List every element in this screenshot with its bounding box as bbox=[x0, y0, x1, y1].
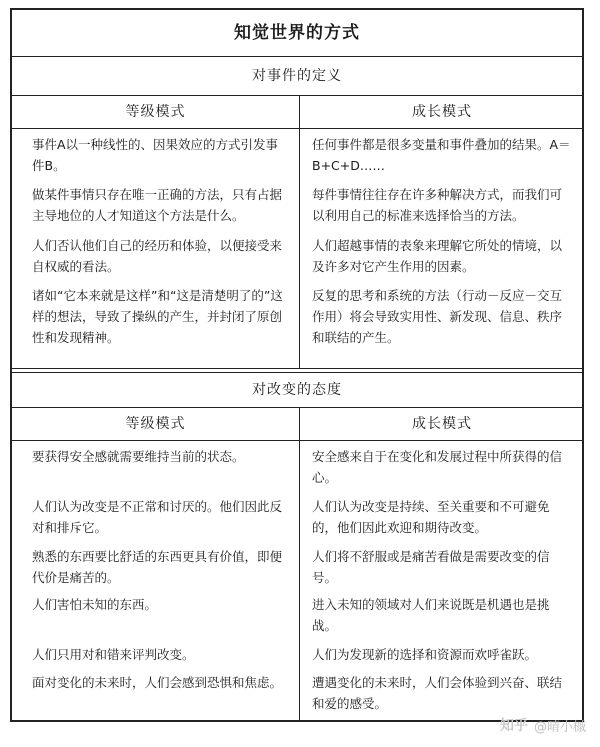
column-divider bbox=[299, 408, 300, 720]
list-item: 安全感来自于在变化和发展过程中所获得的信心。 bbox=[312, 449, 563, 485]
zhihu-logo: 知乎 bbox=[499, 718, 528, 734]
list-item: 人们超越事情的表象来理解它所处的情境，以及许多对它产生作用的因素。 bbox=[312, 238, 563, 274]
watermark bbox=[500, 715, 586, 735]
list-item: 进入未知的领域对人们来说既是机遇也是挑战。 bbox=[312, 597, 550, 633]
divider bbox=[12, 128, 582, 129]
list-item: 任何事件都是很多变量和事件叠加的结果。A＝B+C+D…… bbox=[312, 137, 571, 173]
list-item: 诸如“它本来就是这样”和“这是清楚明了的”这样的想法，导致了操纵的产生，并封闭了原创性和发现精神。 bbox=[32, 288, 283, 345]
list-item: 反复的思考和系统的方法（行动－反应－交互作用）将会导致实用性、新发现、信息、秩序和联结的产生。 bbox=[312, 288, 563, 345]
comparison-table bbox=[10, 8, 584, 722]
column-header-hierarchy: 等级模式 bbox=[125, 416, 186, 432]
list-item: 人们否认他们自己的经历和体验，以便接受来自权威的看法。 bbox=[32, 238, 283, 274]
list-item: 每件事情往往存在许多种解决方式，而我们可以利用自己的标准来选择恰当的方法。 bbox=[312, 187, 563, 223]
list-item: 熟悉的东西要比舒适的东西更具有价值，即便代价是痛苦的。 bbox=[32, 549, 283, 585]
list-item: 人们只用对和错来评判改变。 bbox=[32, 647, 195, 662]
section-header-attitude-to-change: 对改变的态度 bbox=[252, 382, 342, 398]
column-header-growth: 成长模式 bbox=[412, 104, 472, 120]
list-item: 人们为发现新的选择和资源而欢呼雀跃。 bbox=[312, 647, 538, 662]
list-item: 面对变化的未来时，人们会感到恐惧和焦虑。 bbox=[32, 675, 283, 690]
hierarchy-change-cell bbox=[32, 446, 290, 716]
list-item: 做某件事情只存在唯一正确的方法，只有占据主导地位的人才知道这个方法是什么。 bbox=[32, 187, 283, 223]
growth-change-cell bbox=[312, 446, 574, 716]
watermark-handle: @晴小槭 bbox=[533, 719, 586, 735]
column-divider bbox=[299, 96, 300, 368]
divider bbox=[12, 440, 582, 441]
hierarchy-event-cell bbox=[32, 134, 290, 364]
list-item: 人们将不舒服或是痛苦看做是需要改变的信号。 bbox=[312, 549, 550, 585]
list-item: 人们认为改变是不正常和讨厌的。他们因此反对和排斥它。 bbox=[32, 499, 283, 535]
column-header-growth: 成长模式 bbox=[412, 416, 472, 432]
column-header-hierarchy: 等级模式 bbox=[125, 104, 186, 120]
list-item: 人们认为改变是持续、至关重要和不可避免的，他们因此欢迎和期待改变。 bbox=[312, 499, 550, 535]
list-item: 要获得安全感就需要维持当前的状态。 bbox=[32, 449, 245, 464]
list-item: 事件A以一种线性的、因果效应的方式引发事件B。 bbox=[32, 137, 279, 173]
list-item: 遭遇变化的未来时，人们会体验到兴奋、联结和爱的感受。 bbox=[312, 675, 563, 711]
list-item: 人们害怕未知的东西。 bbox=[32, 597, 158, 612]
growth-event-cell bbox=[312, 134, 574, 364]
table-title: 知觉世界的方式 bbox=[234, 23, 360, 43]
divider bbox=[12, 368, 582, 369]
section-header-event-definition: 对事件的定义 bbox=[252, 68, 342, 84]
